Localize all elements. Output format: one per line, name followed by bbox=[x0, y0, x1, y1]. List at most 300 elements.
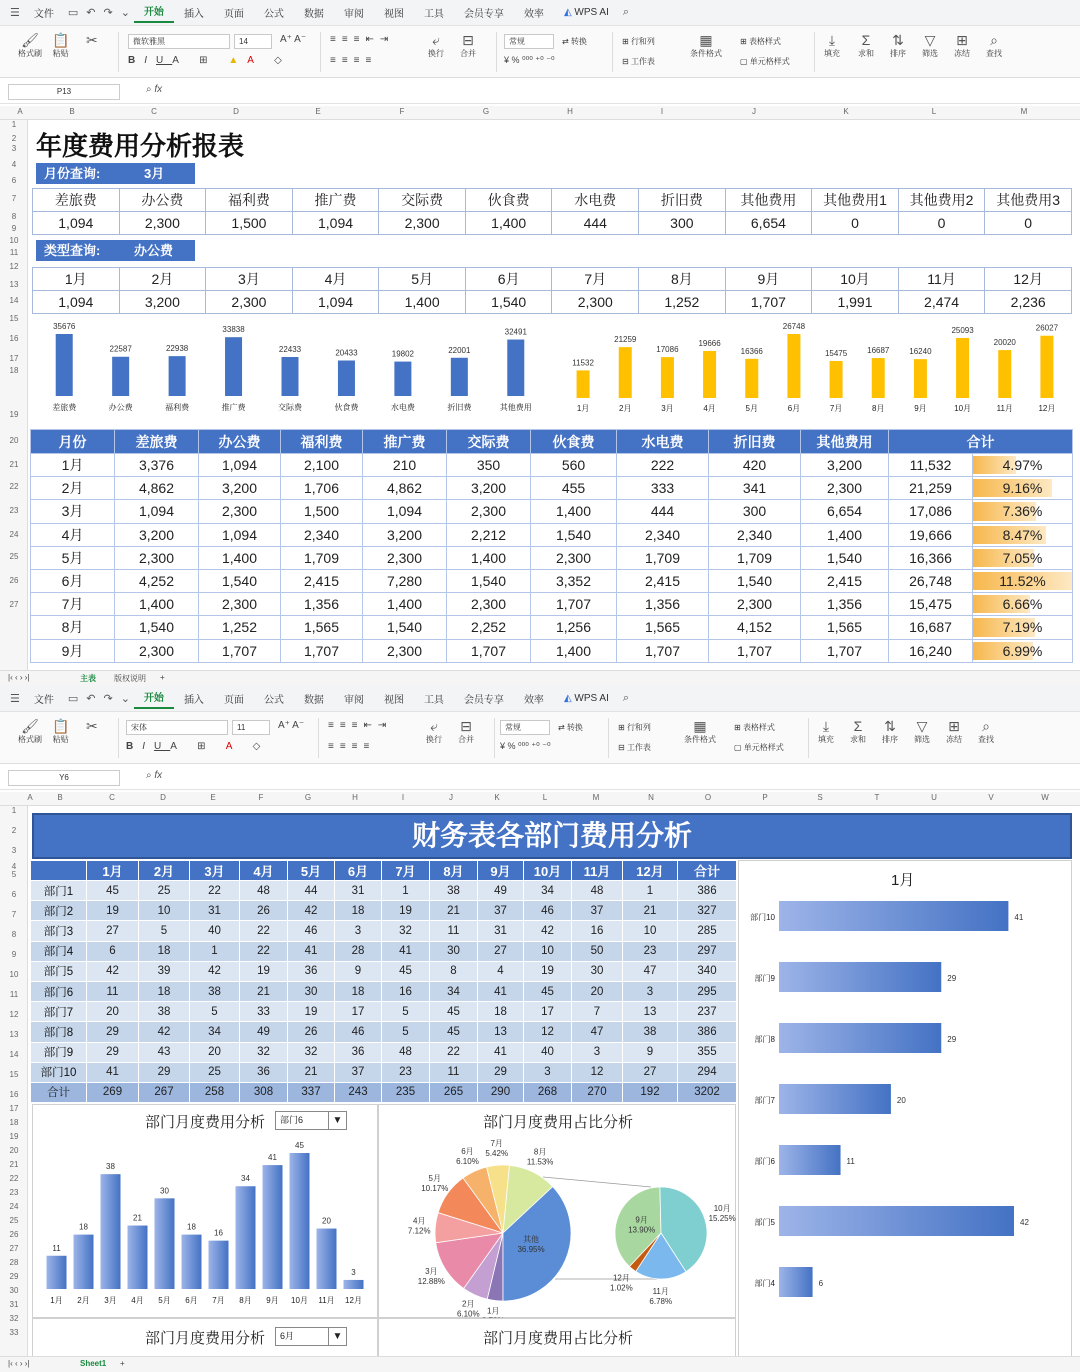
department-name-cell[interactable]: 部门6 bbox=[31, 981, 87, 1001]
value-cell[interactable]: 3,352 bbox=[531, 569, 617, 592]
row-header[interactable]: 11 bbox=[9, 990, 19, 999]
value-cell[interactable]: 36 bbox=[240, 1062, 288, 1082]
value-cell[interactable]: 46 bbox=[335, 1022, 382, 1042]
table-value-cell[interactable]: 2,300 bbox=[552, 291, 639, 314]
value-cell[interactable]: 45 bbox=[430, 1022, 478, 1042]
table-style-button[interactable]: ⊞ 表格样式 bbox=[740, 37, 781, 46]
table-value-cell[interactable]: 1,094 bbox=[292, 291, 379, 314]
value-cell[interactable]: 2,415 bbox=[801, 569, 889, 592]
row-header[interactable]: 13 bbox=[9, 280, 19, 289]
column-header[interactable]: B bbox=[69, 107, 75, 116]
align-top-icons[interactable]: ≡≡≡⇤⇥ bbox=[328, 720, 393, 731]
sum-cell[interactable]: 337 bbox=[288, 1082, 335, 1102]
merge-button[interactable]: ⊟ 合并 bbox=[458, 718, 474, 744]
value-cell[interactable]: 23 bbox=[623, 941, 678, 961]
column-header[interactable]: M bbox=[1020, 107, 1028, 116]
value-cell[interactable]: 22 bbox=[240, 941, 288, 961]
value-cell[interactable]: 297 bbox=[678, 941, 737, 961]
value-cell[interactable]: 2,300 bbox=[363, 639, 447, 662]
value-cell[interactable]: 5 bbox=[382, 1022, 430, 1042]
month-query-value[interactable]: 3月 bbox=[144, 166, 165, 181]
value-cell[interactable]: 1,094 bbox=[199, 454, 281, 477]
save-icon[interactable]: ▭ bbox=[67, 693, 79, 705]
sum-cell[interactable]: 290 bbox=[478, 1082, 524, 1102]
font-size-select[interactable]: 14 bbox=[234, 34, 272, 49]
total-cell[interactable]: 21,259 bbox=[889, 477, 973, 500]
tab-formula[interactable]: 公式 bbox=[263, 9, 284, 20]
value-cell[interactable]: 340 bbox=[678, 961, 737, 981]
percent-cell[interactable] bbox=[973, 454, 1073, 477]
value-cell[interactable]: 38 bbox=[190, 981, 240, 1001]
menu-icon[interactable]: ☰ bbox=[10, 693, 20, 705]
value-cell[interactable]: 1,540 bbox=[709, 569, 801, 592]
table-value-cell[interactable]: 1,707 bbox=[725, 291, 812, 314]
value-cell[interactable]: 1,094 bbox=[199, 523, 281, 546]
tab-tools[interactable]: 工具 bbox=[423, 695, 444, 706]
row-header[interactable]: 3 bbox=[11, 144, 17, 153]
value-cell[interactable]: 16 bbox=[382, 981, 430, 1001]
name-box[interactable]: Y6 bbox=[8, 770, 120, 786]
sum-cell[interactable]: 235 bbox=[382, 1082, 430, 1102]
percent-cell[interactable] bbox=[973, 500, 1073, 523]
value-cell[interactable]: 2,415 bbox=[281, 569, 363, 592]
sheet-tab-main[interactable]: 主表 bbox=[80, 674, 96, 683]
column-header[interactable]: E bbox=[315, 107, 321, 116]
paste-button[interactable]: 📋 粘贴 bbox=[52, 32, 70, 58]
value-cell[interactable]: 1,565 bbox=[617, 616, 709, 639]
value-cell[interactable]: 5 bbox=[382, 1002, 430, 1022]
value-cell[interactable]: 1 bbox=[190, 941, 240, 961]
value-cell[interactable]: 1,707 bbox=[709, 639, 801, 662]
value-cell[interactable]: 12 bbox=[572, 1062, 623, 1082]
column-header[interactable]: N bbox=[648, 793, 654, 802]
name-box[interactable]: P13 bbox=[8, 84, 120, 100]
value-cell[interactable]: 1,094 bbox=[363, 500, 447, 523]
sum-cell[interactable]: 267 bbox=[139, 1082, 190, 1102]
row-header[interactable]: 32 bbox=[9, 1314, 19, 1323]
value-cell[interactable]: 1 bbox=[623, 881, 678, 901]
value-cell[interactable]: 4,252 bbox=[115, 569, 199, 592]
month-select[interactable]: 6月 ▼ bbox=[275, 1327, 347, 1346]
align-left-icons[interactable]: ≡≡≡≡ bbox=[330, 55, 378, 66]
function-icon[interactable]: ⌕ fx bbox=[146, 770, 163, 781]
value-cell[interactable]: 2,300 bbox=[447, 593, 531, 616]
column-header[interactable]: D bbox=[160, 793, 166, 802]
value-cell[interactable]: 40 bbox=[524, 1042, 572, 1062]
table-value-cell[interactable]: 1,252 bbox=[639, 291, 726, 314]
row-header[interactable]: 2 bbox=[11, 826, 17, 835]
value-cell[interactable]: 47 bbox=[623, 961, 678, 981]
value-cell[interactable]: 1,256 bbox=[531, 616, 617, 639]
column-header[interactable]: U bbox=[931, 793, 937, 802]
tab-review[interactable]: 审阅 bbox=[343, 9, 364, 20]
department-name-cell[interactable]: 部门3 bbox=[31, 921, 87, 941]
conditional-format-button[interactable]: ▦ 条件格式 bbox=[690, 32, 722, 58]
row-header[interactable]: 12 bbox=[9, 1010, 19, 1019]
table-value-cell[interactable]: 1,094 bbox=[33, 291, 120, 314]
value-cell[interactable]: 36 bbox=[288, 961, 335, 981]
total-cell[interactable]: 19,666 bbox=[889, 523, 973, 546]
value-cell[interactable]: 1,540 bbox=[115, 616, 199, 639]
value-cell[interactable]: 350 bbox=[447, 454, 531, 477]
value-cell[interactable]: 13 bbox=[478, 1022, 524, 1042]
tab-view[interactable]: 视图 bbox=[383, 695, 404, 706]
department-name-cell[interactable]: 部门5 bbox=[31, 961, 87, 981]
row-header[interactable]: 5 bbox=[11, 870, 17, 879]
value-cell[interactable]: 20 bbox=[190, 1042, 240, 1062]
department-name-cell[interactable]: 部门10 bbox=[31, 1062, 87, 1082]
wrap-text-button[interactable]: ⤶ 换行 bbox=[426, 718, 442, 744]
value-cell[interactable]: 1,565 bbox=[801, 616, 889, 639]
value-cell[interactable]: 11 bbox=[87, 981, 139, 1001]
value-cell[interactable]: 4,152 bbox=[709, 616, 801, 639]
row-header[interactable]: 24 bbox=[9, 530, 19, 539]
value-cell[interactable]: 2,340 bbox=[281, 523, 363, 546]
month-cell[interactable]: 8月 bbox=[31, 616, 115, 639]
month-cell[interactable]: 6月 bbox=[31, 569, 115, 592]
column-header[interactable]: I bbox=[660, 107, 664, 116]
value-cell[interactable]: 1,540 bbox=[363, 616, 447, 639]
value-cell[interactable]: 9 bbox=[335, 961, 382, 981]
value-cell[interactable]: 18 bbox=[139, 981, 190, 1001]
value-cell[interactable]: 2,300 bbox=[199, 593, 281, 616]
value-cell[interactable]: 444 bbox=[617, 500, 709, 523]
table-value-cell[interactable]: 2,300 bbox=[379, 212, 466, 235]
value-cell[interactable]: 3,376 bbox=[115, 454, 199, 477]
value-cell[interactable]: 6 bbox=[87, 941, 139, 961]
number-format-select[interactable]: 常规 bbox=[504, 34, 554, 49]
value-cell[interactable]: 1,540 bbox=[199, 569, 281, 592]
value-cell[interactable]: 285 bbox=[678, 921, 737, 941]
value-cell[interactable]: 1,540 bbox=[531, 523, 617, 546]
row-header[interactable]: 15 bbox=[9, 1070, 19, 1079]
column-header[interactable]: V bbox=[988, 793, 994, 802]
value-cell[interactable]: 1,540 bbox=[801, 546, 889, 569]
menu-file[interactable]: 文件 bbox=[33, 9, 54, 20]
find-button[interactable]: ⌕ 查找 bbox=[978, 718, 994, 744]
column-header[interactable]: M bbox=[592, 793, 600, 802]
table-value-cell[interactable]: 1,500 bbox=[206, 212, 293, 235]
value-cell[interactable]: 19 bbox=[382, 901, 430, 921]
sum-cell[interactable]: 258 bbox=[190, 1082, 240, 1102]
value-cell[interactable]: 3,200 bbox=[115, 523, 199, 546]
table-value-cell[interactable]: 2,474 bbox=[898, 291, 985, 314]
table-value-cell[interactable]: 300 bbox=[639, 212, 726, 235]
value-cell[interactable]: 41 bbox=[87, 1062, 139, 1082]
value-cell[interactable]: 18 bbox=[139, 941, 190, 961]
row-header[interactable]: 26 bbox=[9, 576, 19, 585]
value-cell[interactable]: 47 bbox=[572, 1022, 623, 1042]
freeze-button[interactable]: ⊞ 冻结 bbox=[946, 718, 962, 744]
tab-insert[interactable]: 插入 bbox=[183, 695, 204, 706]
department-name-cell[interactable]: 部门2 bbox=[31, 901, 87, 921]
value-cell[interactable]: 18 bbox=[335, 901, 382, 921]
table-value-cell[interactable]: 0 bbox=[812, 212, 899, 235]
value-cell[interactable]: 37 bbox=[478, 901, 524, 921]
value-cell[interactable]: 2,300 bbox=[363, 546, 447, 569]
value-cell[interactable]: 21 bbox=[240, 981, 288, 1001]
row-header[interactable]: 21 bbox=[9, 460, 19, 469]
value-cell[interactable]: 19 bbox=[87, 901, 139, 921]
row-header[interactable]: 11 bbox=[9, 248, 19, 257]
value-cell[interactable]: 30 bbox=[288, 981, 335, 1001]
total-cell[interactable]: 16,240 bbox=[889, 639, 973, 662]
value-cell[interactable]: 48 bbox=[240, 881, 288, 901]
column-header[interactable]: C bbox=[151, 107, 157, 116]
row-header[interactable]: 31 bbox=[9, 1300, 19, 1309]
convert-button[interactable]: ⇄ 转换 bbox=[558, 723, 583, 732]
value-cell[interactable]: 17 bbox=[524, 1002, 572, 1022]
tab-tools[interactable]: 工具 bbox=[423, 9, 444, 20]
value-cell[interactable]: 10 bbox=[623, 921, 678, 941]
value-cell[interactable]: 21 bbox=[430, 901, 478, 921]
value-cell[interactable]: 34 bbox=[524, 881, 572, 901]
value-cell[interactable]: 5 bbox=[190, 1002, 240, 1022]
value-cell[interactable]: 19 bbox=[240, 961, 288, 981]
value-cell[interactable]: 38 bbox=[139, 1002, 190, 1022]
value-cell[interactable]: 3,200 bbox=[447, 477, 531, 500]
sum-button[interactable]: Σ 求和 bbox=[858, 32, 874, 58]
redo-icon[interactable]: ↷ bbox=[103, 693, 113, 705]
tab-wps-ai[interactable]: ◭ WPS AI bbox=[563, 7, 609, 18]
font-size-select[interactable]: 11 bbox=[232, 720, 270, 735]
table-value-cell[interactable]: 1,094 bbox=[292, 212, 379, 235]
tab-member[interactable]: 会员专享 bbox=[463, 9, 504, 20]
value-cell[interactable]: 38 bbox=[623, 1022, 678, 1042]
font-grow-icon[interactable]: A⁺ A⁻ bbox=[280, 34, 307, 45]
value-cell[interactable]: 37 bbox=[572, 901, 623, 921]
row-col-button[interactable]: ⊞ 行和列 bbox=[618, 723, 651, 732]
total-cell[interactable]: 15,475 bbox=[889, 593, 973, 616]
value-cell[interactable]: 42 bbox=[288, 901, 335, 921]
row-header[interactable]: 15 bbox=[9, 314, 19, 323]
sum-cell[interactable]: 265 bbox=[430, 1082, 478, 1102]
fill-button[interactable]: ⤓ 填充 bbox=[818, 718, 834, 744]
cut-button[interactable] bbox=[86, 32, 98, 48]
worksheet-button[interactable]: ⊟ 工作表 bbox=[622, 57, 655, 66]
value-cell[interactable]: 18 bbox=[478, 1002, 524, 1022]
table-style-button[interactable]: ⊞ 表格样式 bbox=[734, 723, 775, 732]
value-cell[interactable]: 2,300 bbox=[531, 546, 617, 569]
search-icon[interactable]: ⌕ bbox=[622, 6, 630, 18]
total-cell[interactable]: 16,366 bbox=[889, 546, 973, 569]
row-header[interactable]: 27 bbox=[9, 1244, 19, 1253]
column-header[interactable]: B bbox=[57, 793, 63, 802]
number-format-select[interactable]: 常规 bbox=[500, 720, 550, 735]
value-cell[interactable]: 50 bbox=[572, 941, 623, 961]
sum-cell[interactable]: 合计 bbox=[31, 1082, 87, 1102]
value-cell[interactable]: 12 bbox=[524, 1022, 572, 1042]
column-header[interactable]: H bbox=[567, 107, 573, 116]
value-cell[interactable]: 29 bbox=[87, 1042, 139, 1062]
row-header[interactable]: 13 bbox=[9, 1030, 19, 1039]
redo-icon[interactable]: ↷ bbox=[103, 7, 113, 19]
value-cell[interactable]: 46 bbox=[524, 901, 572, 921]
format-painter-button[interactable]: 🖌 格式刷 bbox=[18, 32, 42, 58]
convert-button[interactable]: ⇄ 转换 bbox=[562, 37, 587, 46]
value-cell[interactable]: 2,300 bbox=[199, 500, 281, 523]
sheet-tab-copyright[interactable]: 版权说明 bbox=[114, 674, 146, 683]
row-header[interactable]: 2 bbox=[11, 134, 17, 143]
value-cell[interactable]: 48 bbox=[382, 1042, 430, 1062]
font-grow-icon[interactable]: A⁺ A⁻ bbox=[278, 720, 305, 731]
value-cell[interactable]: 455 bbox=[531, 477, 617, 500]
column-header[interactable]: F bbox=[258, 793, 264, 802]
value-cell[interactable]: 18 bbox=[335, 981, 382, 1001]
column-header[interactable]: F bbox=[399, 107, 405, 116]
worksheet-button[interactable]: ⊟ 工作表 bbox=[618, 743, 651, 752]
value-cell[interactable]: 22 bbox=[430, 1042, 478, 1062]
value-cell[interactable]: 1,707 bbox=[199, 639, 281, 662]
department-name-cell[interactable]: 部门4 bbox=[31, 941, 87, 961]
filter-button[interactable]: ▽ 筛选 bbox=[922, 32, 938, 58]
row-header[interactable]: 27 bbox=[9, 600, 19, 609]
value-cell[interactable]: 386 bbox=[678, 1022, 737, 1042]
value-cell[interactable]: 386 bbox=[678, 881, 737, 901]
value-cell[interactable]: 1,565 bbox=[281, 616, 363, 639]
value-cell[interactable]: 9 bbox=[623, 1042, 678, 1062]
table-value-cell[interactable]: 1,400 bbox=[465, 212, 552, 235]
value-cell[interactable]: 333 bbox=[617, 477, 709, 500]
value-cell[interactable]: 4 bbox=[478, 961, 524, 981]
row-header[interactable]: 18 bbox=[9, 1118, 19, 1127]
column-header[interactable]: L bbox=[931, 107, 937, 116]
value-cell[interactable]: 20 bbox=[87, 1002, 139, 1022]
value-cell[interactable]: 1,709 bbox=[281, 546, 363, 569]
percent-cell[interactable] bbox=[973, 639, 1073, 662]
row-header[interactable]: 6 bbox=[11, 890, 17, 899]
value-cell[interactable]: 21 bbox=[623, 901, 678, 921]
value-cell[interactable]: 45 bbox=[524, 981, 572, 1001]
row-header[interactable]: 14 bbox=[9, 296, 19, 305]
row-header[interactable]: 22 bbox=[9, 482, 19, 491]
column-header[interactable]: K bbox=[843, 107, 849, 116]
sum-button[interactable]: Σ 求和 bbox=[850, 718, 866, 744]
value-cell[interactable]: 27 bbox=[623, 1062, 678, 1082]
total-cell[interactable]: 16,687 bbox=[889, 616, 973, 639]
align-top-icons[interactable]: ≡≡≡⇤⇥ bbox=[330, 34, 395, 45]
value-cell[interactable]: 34 bbox=[190, 1022, 240, 1042]
value-cell[interactable]: 13 bbox=[623, 1002, 678, 1022]
row-header[interactable]: 6 bbox=[11, 176, 17, 185]
tab-view[interactable]: 视图 bbox=[383, 9, 404, 20]
undo-icon[interactable]: ↶ bbox=[86, 7, 96, 19]
value-cell[interactable]: 5 bbox=[139, 921, 190, 941]
merge-button[interactable]: ⊟ 合并 bbox=[460, 32, 476, 58]
value-cell[interactable]: 1,252 bbox=[199, 616, 281, 639]
add-sheet-icon[interactable]: + bbox=[160, 673, 165, 682]
tab-efficiency[interactable]: 效率 bbox=[523, 9, 544, 20]
value-cell[interactable]: 1,400 bbox=[447, 546, 531, 569]
tab-wps-ai[interactable]: ◭ WPS AI bbox=[563, 693, 609, 704]
month-cell[interactable]: 7月 bbox=[31, 593, 115, 616]
row-header[interactable]: 23 bbox=[9, 506, 19, 515]
value-cell[interactable]: 36 bbox=[335, 1042, 382, 1062]
value-cell[interactable]: 40 bbox=[190, 921, 240, 941]
tab-data[interactable]: 数据 bbox=[303, 9, 324, 20]
tab-data[interactable]: 数据 bbox=[303, 695, 324, 706]
percent-cell[interactable] bbox=[973, 546, 1073, 569]
value-cell[interactable]: 3,200 bbox=[363, 523, 447, 546]
row-header[interactable]: 25 bbox=[9, 1216, 19, 1225]
table-value-cell[interactable]: 1,540 bbox=[465, 291, 552, 314]
font-style-buttons[interactable]: BIUA ⊞ A ◇ bbox=[126, 741, 270, 752]
total-cell[interactable]: 26,748 bbox=[889, 569, 973, 592]
sort-button[interactable]: ⇅ 排序 bbox=[882, 718, 898, 744]
conditional-format-button[interactable]: ▦ 条件格式 bbox=[684, 718, 716, 744]
row-header[interactable]: 10 bbox=[9, 970, 19, 979]
format-painter-button[interactable]: 🖌 格式刷 bbox=[18, 718, 42, 744]
column-header[interactable]: S bbox=[817, 793, 823, 802]
month-cell[interactable]: 9月 bbox=[31, 639, 115, 662]
column-header[interactable]: E bbox=[210, 793, 216, 802]
table-value-cell[interactable]: 1,400 bbox=[379, 291, 466, 314]
column-header[interactable]: L bbox=[542, 793, 548, 802]
value-cell[interactable]: 20 bbox=[572, 981, 623, 1001]
value-cell[interactable]: 26 bbox=[288, 1022, 335, 1042]
value-cell[interactable]: 1,707 bbox=[801, 639, 889, 662]
sum-cell[interactable]: 192 bbox=[623, 1082, 678, 1102]
font-family-select[interactable]: 微软雅黑 bbox=[128, 34, 230, 49]
value-cell[interactable]: 42 bbox=[524, 921, 572, 941]
save-icon[interactable]: ▭ bbox=[67, 7, 79, 19]
percent-cell[interactable] bbox=[973, 523, 1073, 546]
add-sheet-icon[interactable]: + bbox=[120, 1359, 125, 1368]
sum-cell[interactable]: 243 bbox=[335, 1082, 382, 1102]
fill-button[interactable]: ⤓ 填充 bbox=[824, 32, 840, 58]
row-header[interactable]: 16 bbox=[9, 334, 19, 343]
value-cell[interactable]: 355 bbox=[678, 1042, 737, 1062]
value-cell[interactable]: 28 bbox=[335, 941, 382, 961]
value-cell[interactable]: 41 bbox=[382, 941, 430, 961]
sum-cell[interactable]: 269 bbox=[87, 1082, 139, 1102]
value-cell[interactable]: 27 bbox=[87, 921, 139, 941]
value-cell[interactable]: 48 bbox=[572, 881, 623, 901]
row-header[interactable]: 20 bbox=[9, 436, 19, 445]
value-cell[interactable]: 39 bbox=[139, 961, 190, 981]
value-cell[interactable]: 1,500 bbox=[281, 500, 363, 523]
sheet-nav-icons[interactable]: |‹ ‹ › ›| bbox=[8, 673, 30, 682]
month-cell[interactable]: 4月 bbox=[31, 523, 115, 546]
value-cell[interactable]: 7 bbox=[572, 1002, 623, 1022]
value-cell[interactable]: 341 bbox=[709, 477, 801, 500]
value-cell[interactable]: 2,340 bbox=[617, 523, 709, 546]
value-cell[interactable]: 43 bbox=[139, 1042, 190, 1062]
row-header[interactable]: 7 bbox=[11, 910, 17, 919]
value-cell[interactable]: 7,280 bbox=[363, 569, 447, 592]
column-header[interactable]: T bbox=[874, 793, 880, 802]
value-cell[interactable]: 45 bbox=[382, 961, 430, 981]
value-cell[interactable]: 10 bbox=[524, 941, 572, 961]
row-header[interactable]: 12 bbox=[9, 262, 19, 271]
find-button[interactable]: ⌕ 查找 bbox=[986, 32, 1002, 58]
value-cell[interactable]: 1,709 bbox=[617, 546, 709, 569]
menu-file[interactable]: 文件 bbox=[33, 695, 54, 706]
value-cell[interactable]: 294 bbox=[678, 1062, 737, 1082]
percent-cell[interactable] bbox=[973, 593, 1073, 616]
value-cell[interactable]: 222 bbox=[617, 454, 709, 477]
value-cell[interactable]: 25 bbox=[139, 881, 190, 901]
value-cell[interactable]: 30 bbox=[430, 941, 478, 961]
freeze-button[interactable]: ⊞ 冻结 bbox=[954, 32, 970, 58]
value-cell[interactable]: 1,400 bbox=[531, 500, 617, 523]
search-icon[interactable]: ⌕ bbox=[622, 692, 630, 704]
value-cell[interactable]: 1,356 bbox=[617, 593, 709, 616]
department-name-cell[interactable]: 部门8 bbox=[31, 1022, 87, 1042]
cell-style-button[interactable]: ▢ 单元格样式 bbox=[740, 57, 790, 66]
tab-home[interactable]: 开始 bbox=[134, 689, 174, 709]
value-cell[interactable]: 1,356 bbox=[281, 593, 363, 616]
